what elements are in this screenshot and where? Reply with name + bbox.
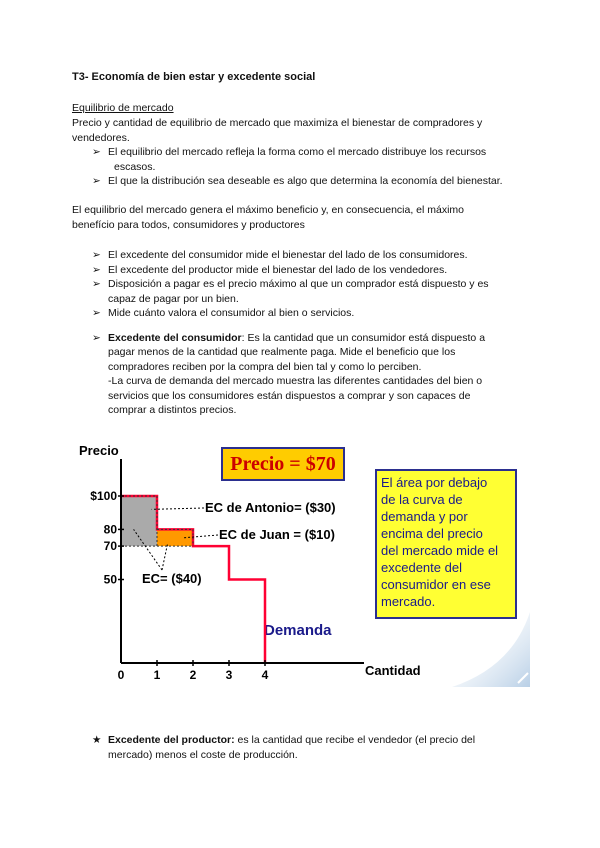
y-tick-label: 80: [103, 522, 117, 537]
intro-line: Precio y cantidad de equilibrio de mercado que maximiza el bienestar de compradores y: [72, 117, 483, 129]
x-tick-label: 0: [117, 668, 125, 682]
x-tick-label: 4: [261, 668, 269, 682]
note-line: excedente del: [381, 560, 462, 575]
list-item-text: El que la distribución sea deseable es algo que determina la economía del bienestar.: [108, 175, 503, 187]
list-item: [92, 174, 503, 189]
arrow-bullet-icon: ➢: [92, 263, 101, 276]
bullet-list-surplus: [92, 248, 489, 418]
note-line: demanda y por: [381, 509, 468, 524]
y-axis-title: Precio: [79, 443, 119, 458]
list-item-text: Disposición a pagar es el precio máximo al que un comprador está dispuesto y es: [108, 278, 489, 290]
paragraph-line: El equilibrio del mercado genera el máximo beneficio y, en consecuencia, el máximo: [72, 204, 465, 216]
y-tick-label: $100: [90, 489, 117, 503]
section-heading: Equilibrio de mercado: [72, 102, 174, 114]
paragraph-benefit: [72, 203, 532, 232]
list-item-consumer-surplus: [92, 331, 489, 418]
list-item-producer-surplus: [92, 733, 512, 763]
list-item-text: pagar menos de la cantidad que realmente paga. Mide el beneficio que los: [108, 346, 456, 358]
surplus-label-antonio: EC de Antonio= ($30): [205, 500, 336, 515]
list-item-text: Mide cuánto valora el consumidor al bien o servicios.: [108, 307, 355, 319]
intro-paragraph: [72, 116, 532, 145]
list-item: [92, 248, 489, 263]
arrow-bullet-icon: ➢: [92, 175, 101, 187]
x-tick-label: 1: [153, 668, 161, 682]
leader-line-antonio: [152, 508, 204, 509]
list-item-text: comprar a distintos precios.: [108, 404, 237, 416]
x-tick-label: 2: [189, 668, 197, 682]
list-item-text: [108, 331, 489, 346]
list-item-text: escasos.: [114, 160, 156, 173]
intro-line: vendedores.: [72, 131, 130, 144]
note-callout: [375, 469, 517, 619]
bullet-list-equilibrium: [92, 145, 503, 189]
price-callout: Precio = $70: [221, 447, 345, 481]
surplus-label-total: EC= ($40): [142, 571, 202, 586]
list-item: [92, 263, 489, 278]
producer-surplus-list: [92, 733, 512, 763]
list-item-text: capaz de pagar por un bien.: [108, 292, 239, 305]
list-item: [92, 145, 503, 174]
note-line: encima del precio: [381, 526, 483, 541]
list-item-text: El excedente del productor mide el bienestar del lado de los vendedores.: [108, 263, 448, 276]
list-item: [92, 306, 489, 321]
arrow-bullet-icon: ➢: [92, 249, 101, 261]
arrow-bullet-icon: ➢: [92, 278, 101, 290]
surplus-label-juan: EC de Juan = ($10): [219, 527, 335, 542]
surplus-area-juan: [157, 529, 193, 546]
x-tick-label: 3: [225, 668, 233, 682]
y-tick-label: 50: [103, 572, 117, 587]
note-line: mercado.: [381, 594, 436, 609]
star-bullet-icon: ★: [92, 734, 102, 746]
x-axis-title: Cantidad: [365, 663, 421, 678]
term-consumer-surplus: Excedente del consumidor: [108, 331, 242, 344]
list-item-text: -La curva de demanda del mercado muestra las diferentes cantidades del bien o: [108, 375, 483, 387]
note-line: de la curva de: [381, 492, 463, 507]
y-tick-label: 70: [103, 539, 117, 554]
list-item: [92, 277, 489, 306]
document-title: T3- Economía de bien estar y excedente social: [72, 71, 316, 83]
list-item-text: servicios que los consumidores están dispuestos a comprar y son capaces de: [108, 389, 471, 402]
note-line: consumidor en ese: [381, 577, 491, 592]
list-item-text: El excedente del consumidor mide el bienestar del lado de los consumidores.: [108, 249, 468, 261]
surplus-area-antonio: [121, 496, 157, 546]
consumer-surplus-figure: [72, 437, 530, 687]
demand-label: Demanda: [264, 622, 332, 639]
definition-text: : Es la cantidad que un consumidor está dispuesto a: [241, 331, 486, 344]
list-item-text: mercado) menos el coste de producción.: [108, 749, 298, 761]
paragraph-line: benefício para todos, consumidores y productores: [72, 218, 305, 231]
list-item-text: El equilibrio del mercado refleja la forma como el mercado distribuye los recursos: [108, 146, 487, 158]
note-line: del mercado mide el: [381, 543, 499, 558]
corner-decoration: [452, 612, 530, 687]
note-line: El área por debajo: [381, 475, 488, 490]
leader-line-total-b: [162, 543, 168, 570]
list-item-text: [108, 733, 512, 748]
arrow-bullet-icon: ➢: [92, 331, 101, 344]
arrow-bullet-icon: ➢: [92, 307, 101, 319]
term-producer-surplus: Excedente del productor:: [108, 734, 235, 746]
definition-text: es la cantidad que recibe el vendedor (el precio del: [234, 734, 476, 746]
list-item-text: compradores reciben por la compra del bien tal y como lo perciben.: [108, 360, 422, 373]
arrow-bullet-icon: ➢: [92, 146, 101, 158]
